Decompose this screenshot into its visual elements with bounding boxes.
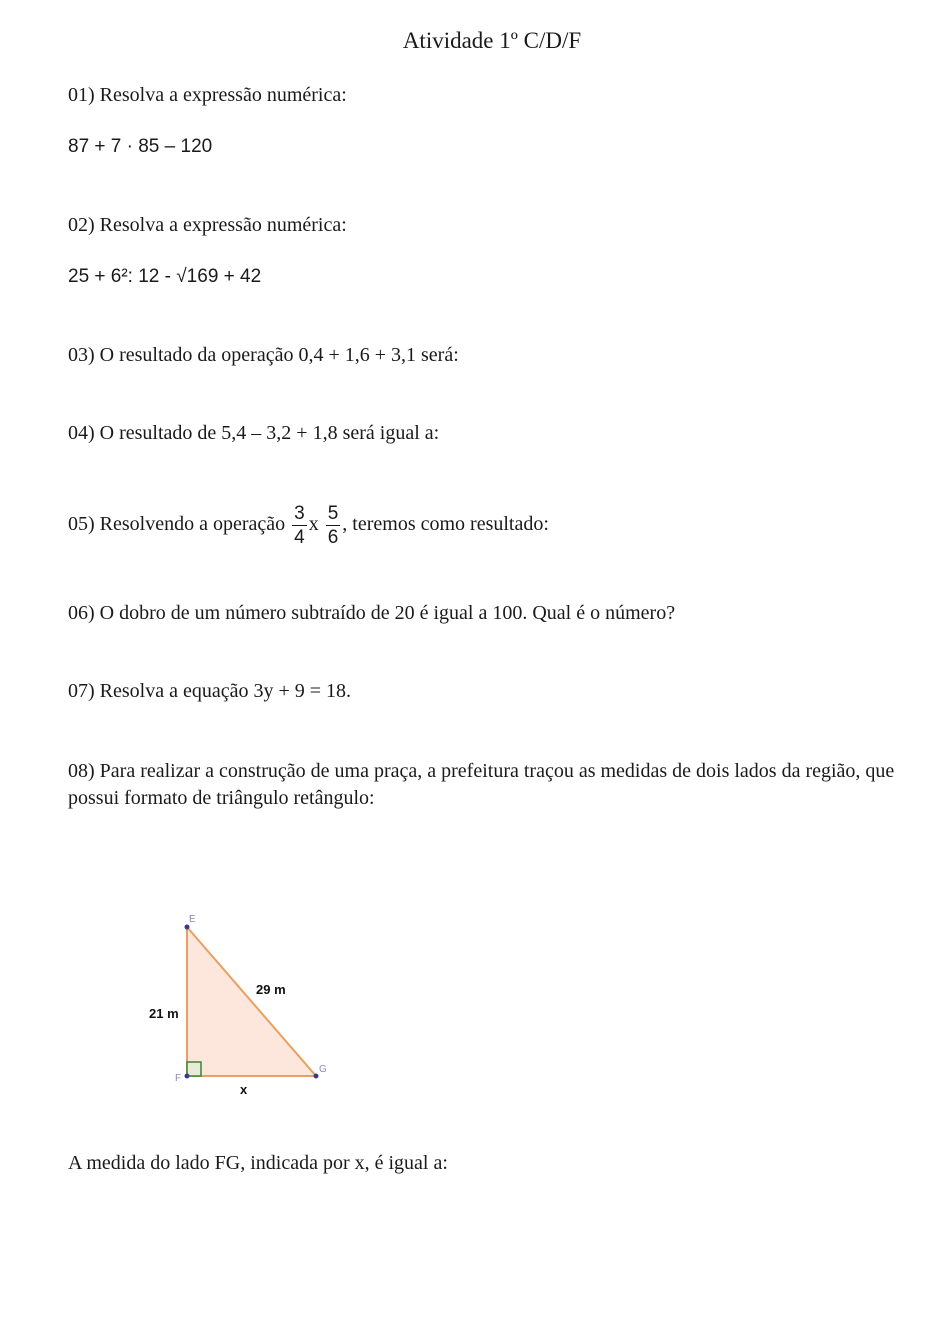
vertex-e-point [185,925,190,930]
question-05-prefix: 05) Resolvendo a operação [68,513,286,535]
fraction-five-sixths [326,504,341,547]
question-01: 01) Resolva a expressão numérica: [68,84,347,106]
triangle-shape [187,927,316,1076]
question-05 [68,498,549,550]
question-05-suffix: , teremos como resultado: [342,513,549,535]
question-02: 02) Resolva a expressão numérica: [68,214,347,236]
question-07: 07) Resolva a equação 3y + 9 = 18. [68,680,352,702]
question-04: 04) O resultado de 5,4 – 3,2 + 1,8 será igual a: [68,422,440,444]
vertex-g-point [314,1074,319,1079]
question-02-expression: 25 + 6²: 12 - √169 + 42 [68,266,262,287]
side-eg-label: 29 m [256,982,286,997]
multiply-operator: x [308,513,319,535]
vertex-e-label: E [189,914,196,925]
right-triangle-figure [140,905,340,1105]
vertex-g-label: G [319,1064,327,1075]
vertex-f-point [185,1074,190,1079]
question-08: 08) Para realizar a construção de uma praça, a prefeitura traçou as medidas de dois lados da região, que possui formato de triângulo retângulo: [68,760,895,809]
fraction-2-denominator: 6 [327,526,339,548]
fraction-three-quarters [292,504,307,547]
page-title: Atividade 1º C/D/F [402,28,582,53]
side-fg-label: x [240,1082,248,1097]
question-03: 03) O resultado da operação 0,4 + 1,6 + 3,1 será: [68,344,459,366]
fraction-1-numerator: 3 [294,502,305,524]
question-06: 06) O dobro de um número subtraído de 20 é igual a 100. Qual é o número? [68,602,676,624]
fraction-2-numerator: 5 [327,502,339,524]
right-angle-marker [187,1062,201,1076]
question-01-expression: 87 + 7 · 85 – 120 [68,136,213,157]
question-08-prompt: A medida do lado FG, indicada por x, é igual a: [68,1152,448,1174]
side-ef-label: 21 m [149,1006,179,1021]
vertex-f-label: F [175,1073,182,1084]
fraction-1-denominator: 4 [294,526,305,548]
